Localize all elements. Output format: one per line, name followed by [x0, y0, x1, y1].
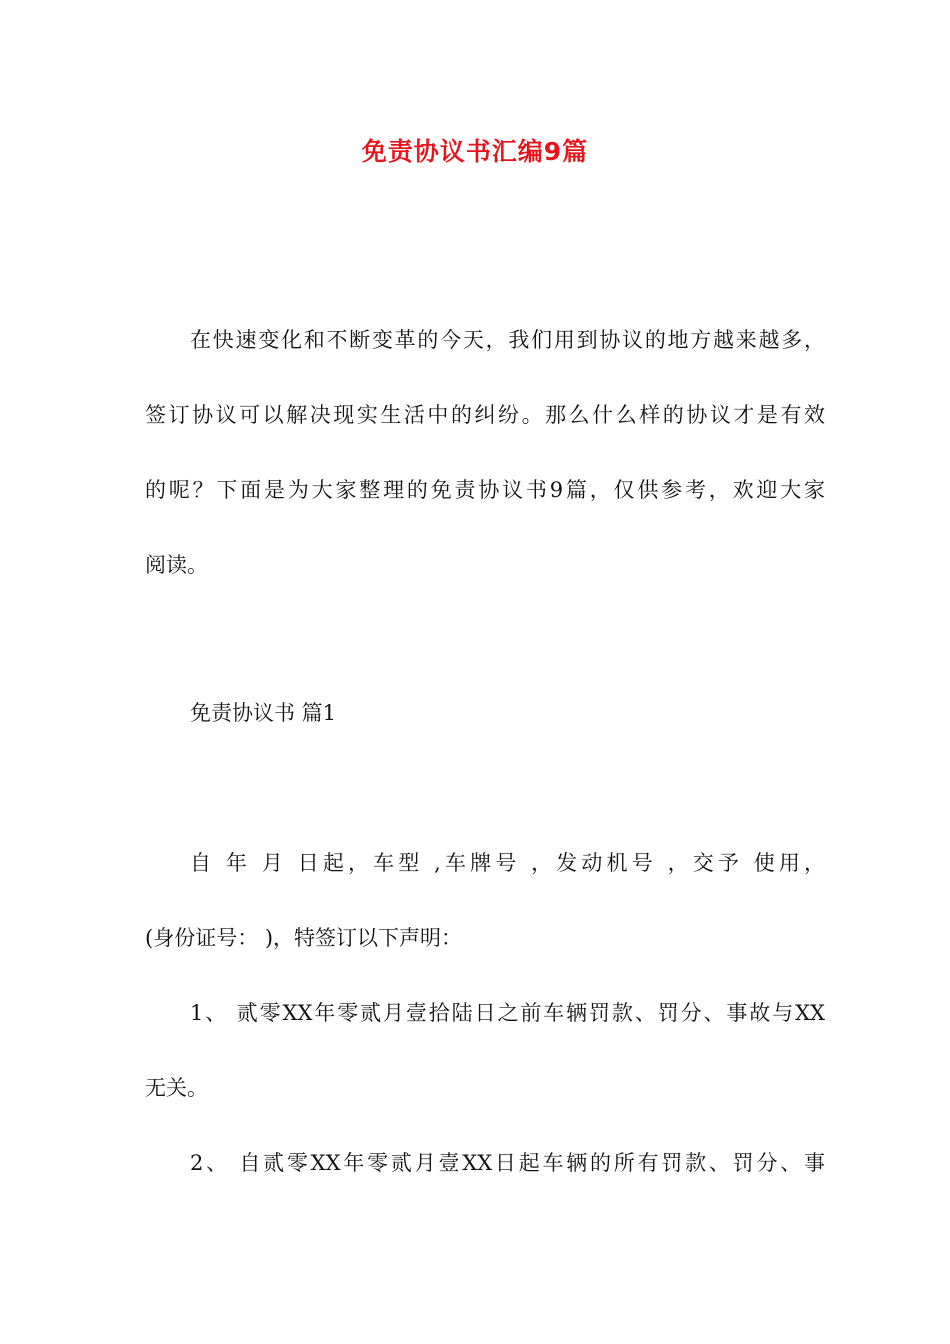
document-title: 免责协议书汇编9篇	[361, 137, 589, 166]
intro-line-1: 在快速变化和不断变革的今天，我们用到协议的地方越来越多，	[190, 328, 825, 352]
intro-line-4: 阅读。	[145, 553, 208, 577]
intro-line-3: 的呢？下面是为大家整理的免责协议书9篇，仅供参考，欢迎大家	[145, 478, 825, 502]
intro-line-2: 签订协议可以解决现实生活中的纠纷。那么什么样的协议才是有效	[145, 403, 825, 427]
body-line-4: 无关。	[145, 1076, 208, 1100]
body-line-1: 自 年 月 日起，车型 ,车牌号 ，发动机号 ，交予 使用，	[190, 851, 825, 875]
body-line-2: (身份证号： )，特签订以下声明：	[145, 926, 463, 950]
body-line-5: 2、 自贰零XX年零贰月壹XX日起车辆的所有罚款、罚分、事	[190, 1151, 825, 1175]
section-heading: 免责协议书 篇1	[190, 701, 337, 725]
body-line-3: 1、 贰零XX年零贰月壹拾陆日之前车辆罚款、罚分、事故与XX	[190, 1001, 825, 1025]
